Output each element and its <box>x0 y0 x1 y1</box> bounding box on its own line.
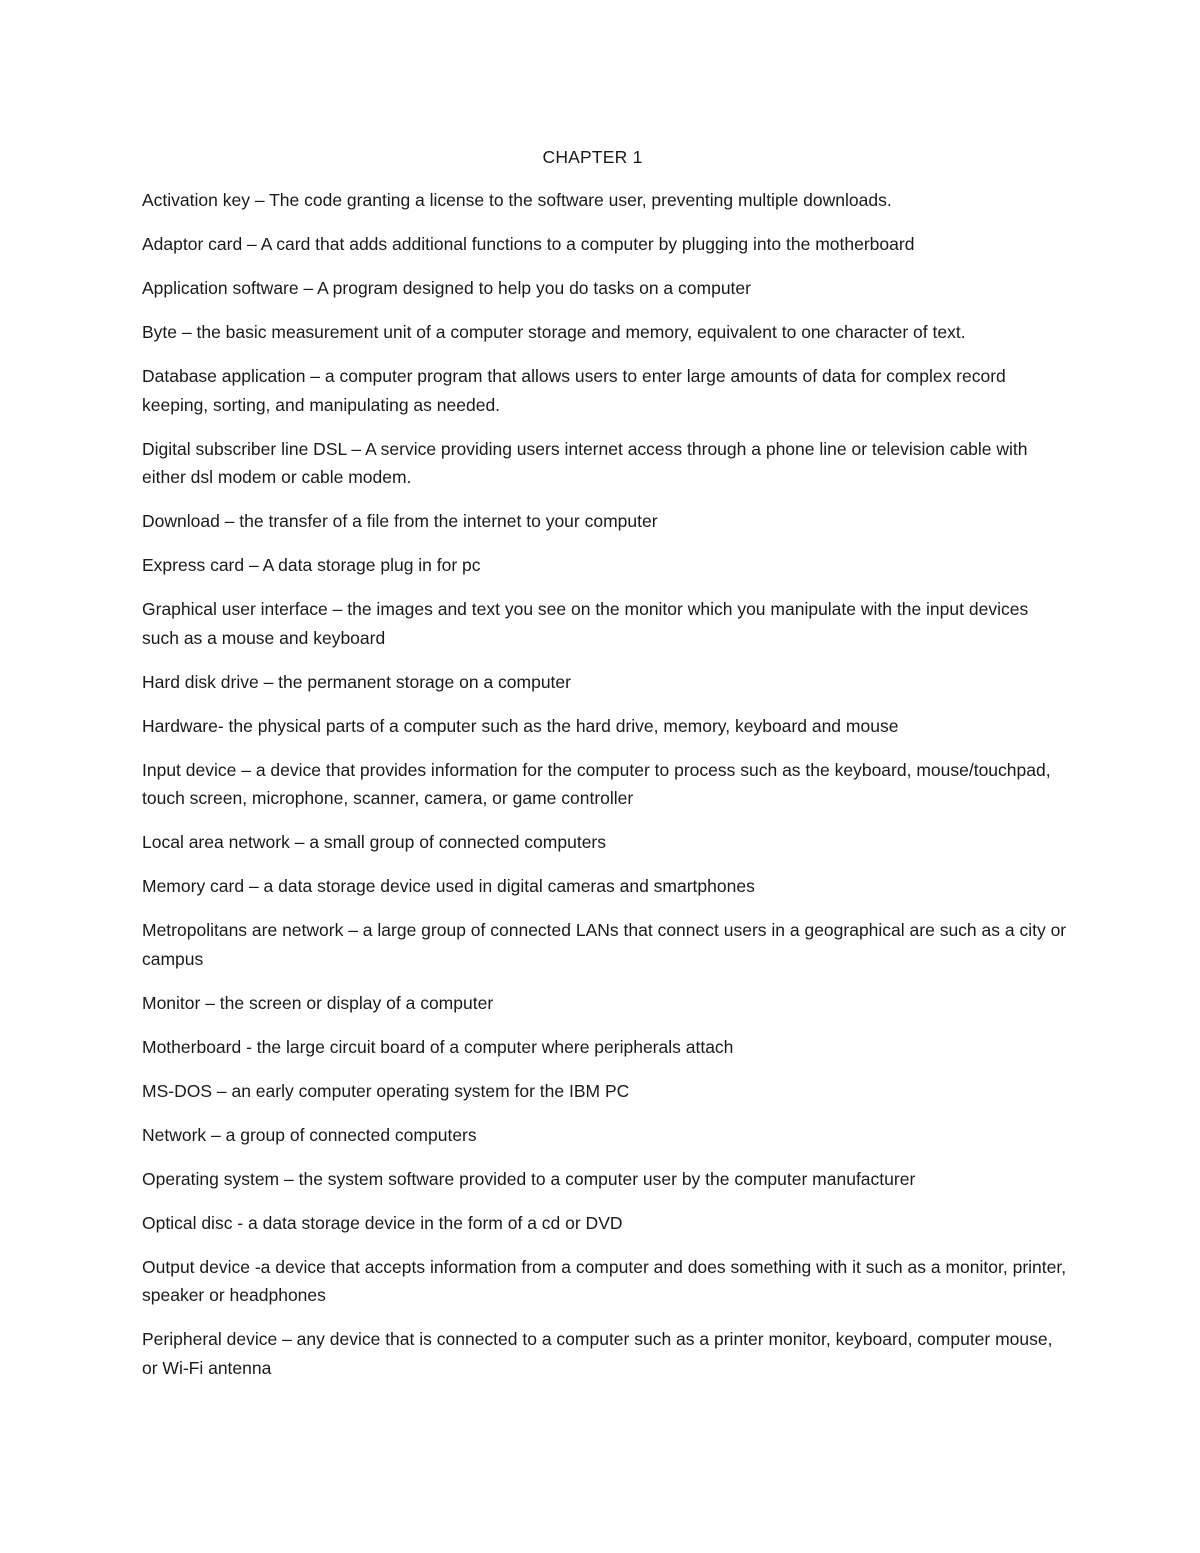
glossary-entry: Download – the transfer of a file from the internet to your computer <box>142 511 658 531</box>
glossary-list <box>142 186 1067 1398</box>
glossary-entry: Byte – the basic measurement unit of a computer storage and memory, equivalent to one character of text. <box>142 322 966 342</box>
glossary-entry: Activation key – The code granting a license to the software user, preventing multiple downloads. <box>142 190 892 210</box>
glossary-entry: Operating system – the system software provided to a computer user by the computer manufacturer <box>142 1168 916 1189</box>
glossary-entry: Optical disc - a data storage device in the form of a cd or DVD <box>142 1212 623 1233</box>
glossary-entry: Graphical user interface – the images and text you see on the monitor which you manipulate with the input devices such as a mouse and keyboard <box>142 599 1029 648</box>
glossary-entry: Output device -a device that accepts information from a computer and does something with it such as a monitor, printer, speaker or headphones <box>142 1256 1067 1305</box>
glossary-entry: Hardware- the physical parts of a computer such as the hard drive, memory, keyboard and mouse <box>142 715 899 736</box>
glossary-entry: Database application – a computer program that allows users to enter large amounts of data for complex record keeping, sorting, and manipulating as needed. <box>142 366 1006 415</box>
glossary-entry: Local area network – a small group of connected computers <box>142 832 607 852</box>
glossary-entry: Application software – A program designed to help you do tasks on a computer <box>142 278 751 298</box>
glossary-entry: Peripheral device – any device that is connected to a computer such as a printer monitor, keyboard, computer mouse, or Wi-Fi antenna <box>142 1329 1053 1378</box>
glossary-entry: MS-DOS – an early computer operating system for the IBM PC <box>142 1080 630 1101</box>
glossary-entry: Hard disk drive – the permanent storage on a computer <box>142 671 571 692</box>
chapter-title: CHAPTER 1 <box>542 147 643 167</box>
glossary-entry: Metropolitans are network – a large group of connected LANs that connect users in a geographical are such as a city or campus <box>142 920 1067 969</box>
glossary-entry: Digital subscriber line DSL – A service providing users internet access through a phone line or television cable with either dsl modem or cable modem. <box>142 438 1028 487</box>
glossary-entry: Input device – a device that provides information for the computer to process such as the keyboard, mouse/touchpad, touch screen, microphone, scanner, camera, or game controller <box>142 759 1051 808</box>
glossary-entry: Memory card – a data storage device used in digital cameras and smartphones <box>142 876 755 896</box>
glossary-entry: Network – a group of connected computers <box>142 1124 477 1145</box>
glossary-entry: Express card – A data storage plug in for pc <box>142 555 481 575</box>
glossary-entry: Adaptor card – A card that adds additional functions to a computer by plugging into the motherboard <box>142 234 915 254</box>
glossary-entry: Monitor – the screen or display of a computer <box>142 992 494 1013</box>
glossary-entry: Motherboard - the large circuit board of a computer where peripherals attach <box>142 1036 734 1057</box>
